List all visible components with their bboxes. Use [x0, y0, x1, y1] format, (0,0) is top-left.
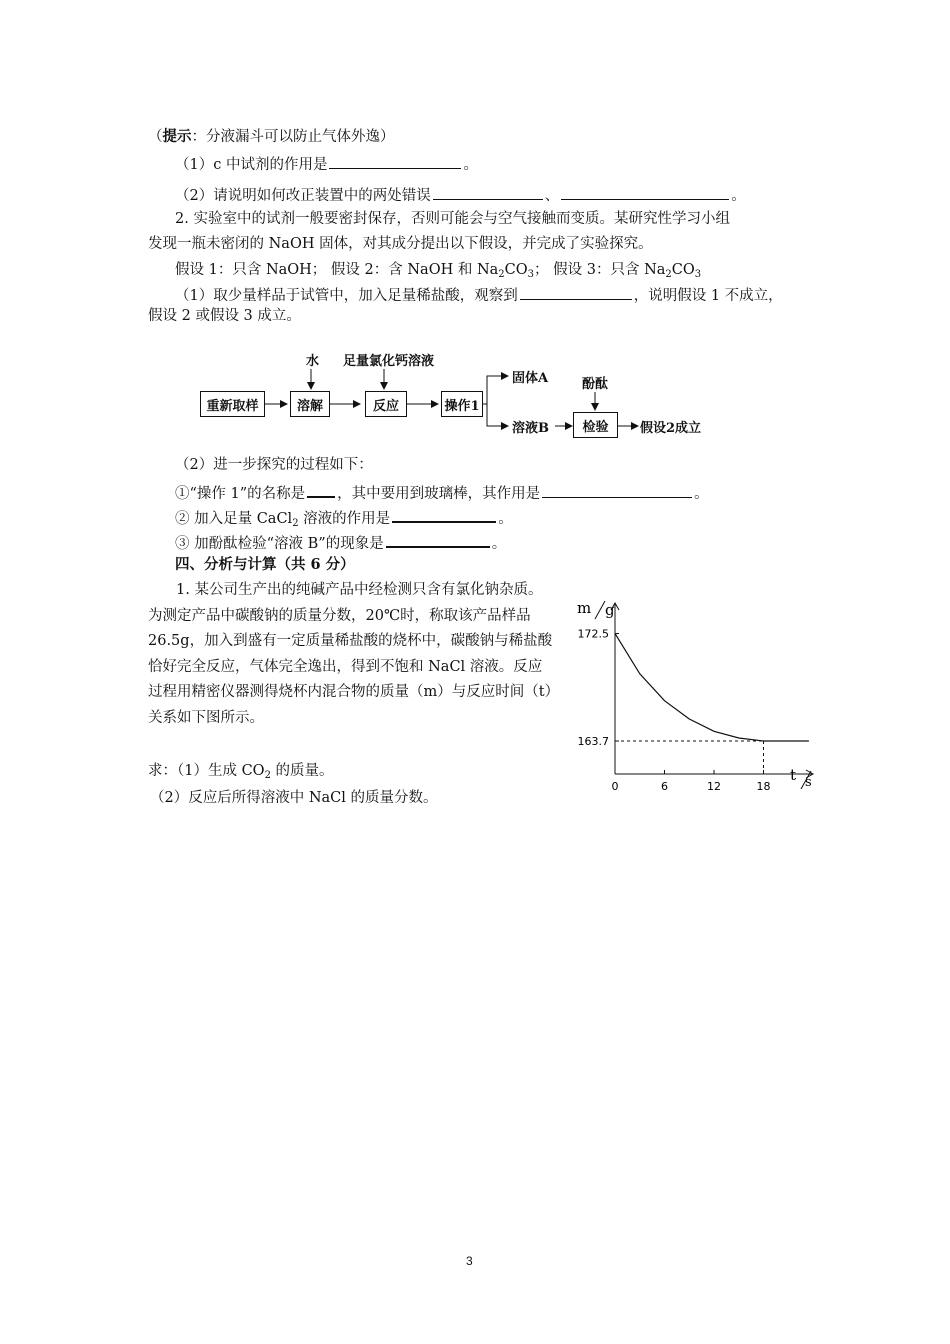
answer-blank[interactable]: [307, 481, 335, 498]
y-tick-label: 163.7: [577, 735, 609, 749]
sub: 3: [527, 269, 535, 280]
x-tick-label: 18: [756, 780, 771, 793]
answer-blank[interactable]: [542, 482, 692, 498]
x-axis-label: t: [790, 766, 797, 784]
sub: 2: [264, 770, 271, 781]
part1-line: [175, 284, 783, 306]
x-axis-unit: s: [805, 775, 812, 790]
hyp-text: ； 假设 3：只含 Na: [534, 262, 666, 278]
flow-box-resample: 重新取样: [200, 391, 265, 417]
question-errors-line: [175, 184, 746, 206]
part2-step1: [175, 481, 709, 504]
flow-result: 假设2成立: [640, 421, 702, 436]
x-tick-label: 6: [661, 780, 668, 793]
step-text: ② 加入足量 CaCl: [175, 511, 293, 527]
flow-solution-b: 溶液B: [512, 421, 549, 436]
ask-text: 求：（1）生成 CO: [148, 763, 265, 779]
flow-solid-a: 固体A: [512, 371, 549, 386]
punct: 。: [491, 536, 507, 552]
answer-blank[interactable]: [561, 184, 729, 200]
answer-blank[interactable]: [392, 506, 496, 523]
y-axis-unit: g: [605, 601, 615, 619]
flow-box-operation1: 操作1: [441, 391, 483, 417]
hyp-text: CO: [671, 262, 695, 278]
punct: 。: [498, 511, 513, 527]
x-tick-label: 0: [611, 780, 619, 793]
question-c-text: （1）c 中试剂的作用是: [175, 157, 328, 173]
x-tick-label: 12: [707, 780, 721, 793]
step-text: ，其中要用到玻璃棒，其作用是: [337, 486, 541, 502]
step-text: ③ 加酚酞检验“溶液 B”的现象是: [175, 536, 384, 552]
answer-blank[interactable]: [329, 153, 461, 169]
question-errors-text: （2）请说明如何改正装置中的两处错误: [175, 188, 431, 204]
flow-box-react: 反应: [365, 391, 407, 417]
part1-line2: 假设 2 或假设 3 成立。: [148, 308, 301, 324]
q2-line1: 2. 实验室中的试剂一般要密封保存，否则可能会与空气接触而变质。某研究性学习小组: [175, 211, 730, 227]
punct: 。: [694, 486, 709, 502]
step-text: 溶液的作用是: [298, 511, 391, 527]
flow-box-test: 检验: [573, 412, 618, 438]
series-line: [615, 634, 809, 742]
hint-text: ：分液漏斗可以防止气体外逸）: [191, 129, 395, 145]
part2-step3: [175, 531, 506, 554]
calc-paragraph: 1. 某公司生产出的纯碱产品中经检测只含有氯化钠杂质。为测定产品中碳酸钠的质量分数，20℃时，称取该产品样品 26.5g，加入到盛有一定质量稀盐酸的烧杯中，碳酸钠与稀盐酸恰好完全反应，气体完全逸出，得到不饱和 NaCl 溶液。反应过程用精密仪器测得烧杯内混合物的质量（m）与反应时间（t）关系如下图所示。: [148, 582, 553, 726]
flow-water-label: 水: [306, 354, 320, 369]
step-text: ①“操作 1”的名称是: [175, 486, 306, 502]
sub: 3: [694, 269, 702, 280]
calc-ask2: （2）反应后所得溶液中 NaCl 的质量分数。: [150, 790, 438, 806]
y-axis-unit-slash: [595, 601, 605, 619]
answer-blank[interactable]: [520, 284, 632, 300]
flow-cacl2-label: 足量氯化钙溶液: [343, 354, 435, 369]
hyp-text: CO: [504, 262, 528, 278]
mass-time-chart: [565, 593, 825, 793]
calc-ask1: [148, 761, 334, 781]
y-axis-label: m: [577, 599, 592, 617]
part2-intro: （2）进一步探究的过程如下：: [175, 457, 373, 473]
part1-text: （1）取少量样品于试管中，加入足量稀盐酸，观察到: [175, 288, 518, 304]
question-c-line: [175, 153, 478, 175]
section4-title: 四、分析与计算（共 6 分）: [175, 556, 355, 573]
sub: 2: [292, 518, 299, 529]
punct: 、: [544, 188, 560, 204]
ask-text: 的质量。: [270, 763, 334, 779]
hypotheses-line: [175, 260, 701, 280]
answer-blank[interactable]: [433, 184, 543, 200]
hint-line: [148, 127, 395, 147]
answer-blank[interactable]: [386, 531, 490, 548]
part2-step2: [175, 506, 513, 529]
punct: 。: [731, 188, 746, 204]
part1-text: ，说明假设 1 不成立，: [633, 288, 783, 304]
flow-phenolphthalein: 酚酞: [582, 377, 609, 392]
sub: 2: [498, 269, 505, 280]
hint-open: （: [148, 129, 163, 145]
q2-line2: 发现一瓶未密闭的 NaOH 固体，对其成分提出以下假设，并完成了实验探究。: [148, 236, 653, 252]
hyp-text: 假设 1：只含 NaOH； 假设 2：含 NaOH 和 Na: [175, 262, 499, 278]
hint-label: 提示: [162, 128, 192, 145]
y-tick-label: 172.5: [577, 627, 609, 641]
page-number: 3: [466, 1254, 473, 1268]
flow-box-dissolve: 溶解: [290, 391, 330, 417]
sub: 2: [665, 269, 672, 280]
punct: 。: [463, 157, 478, 173]
